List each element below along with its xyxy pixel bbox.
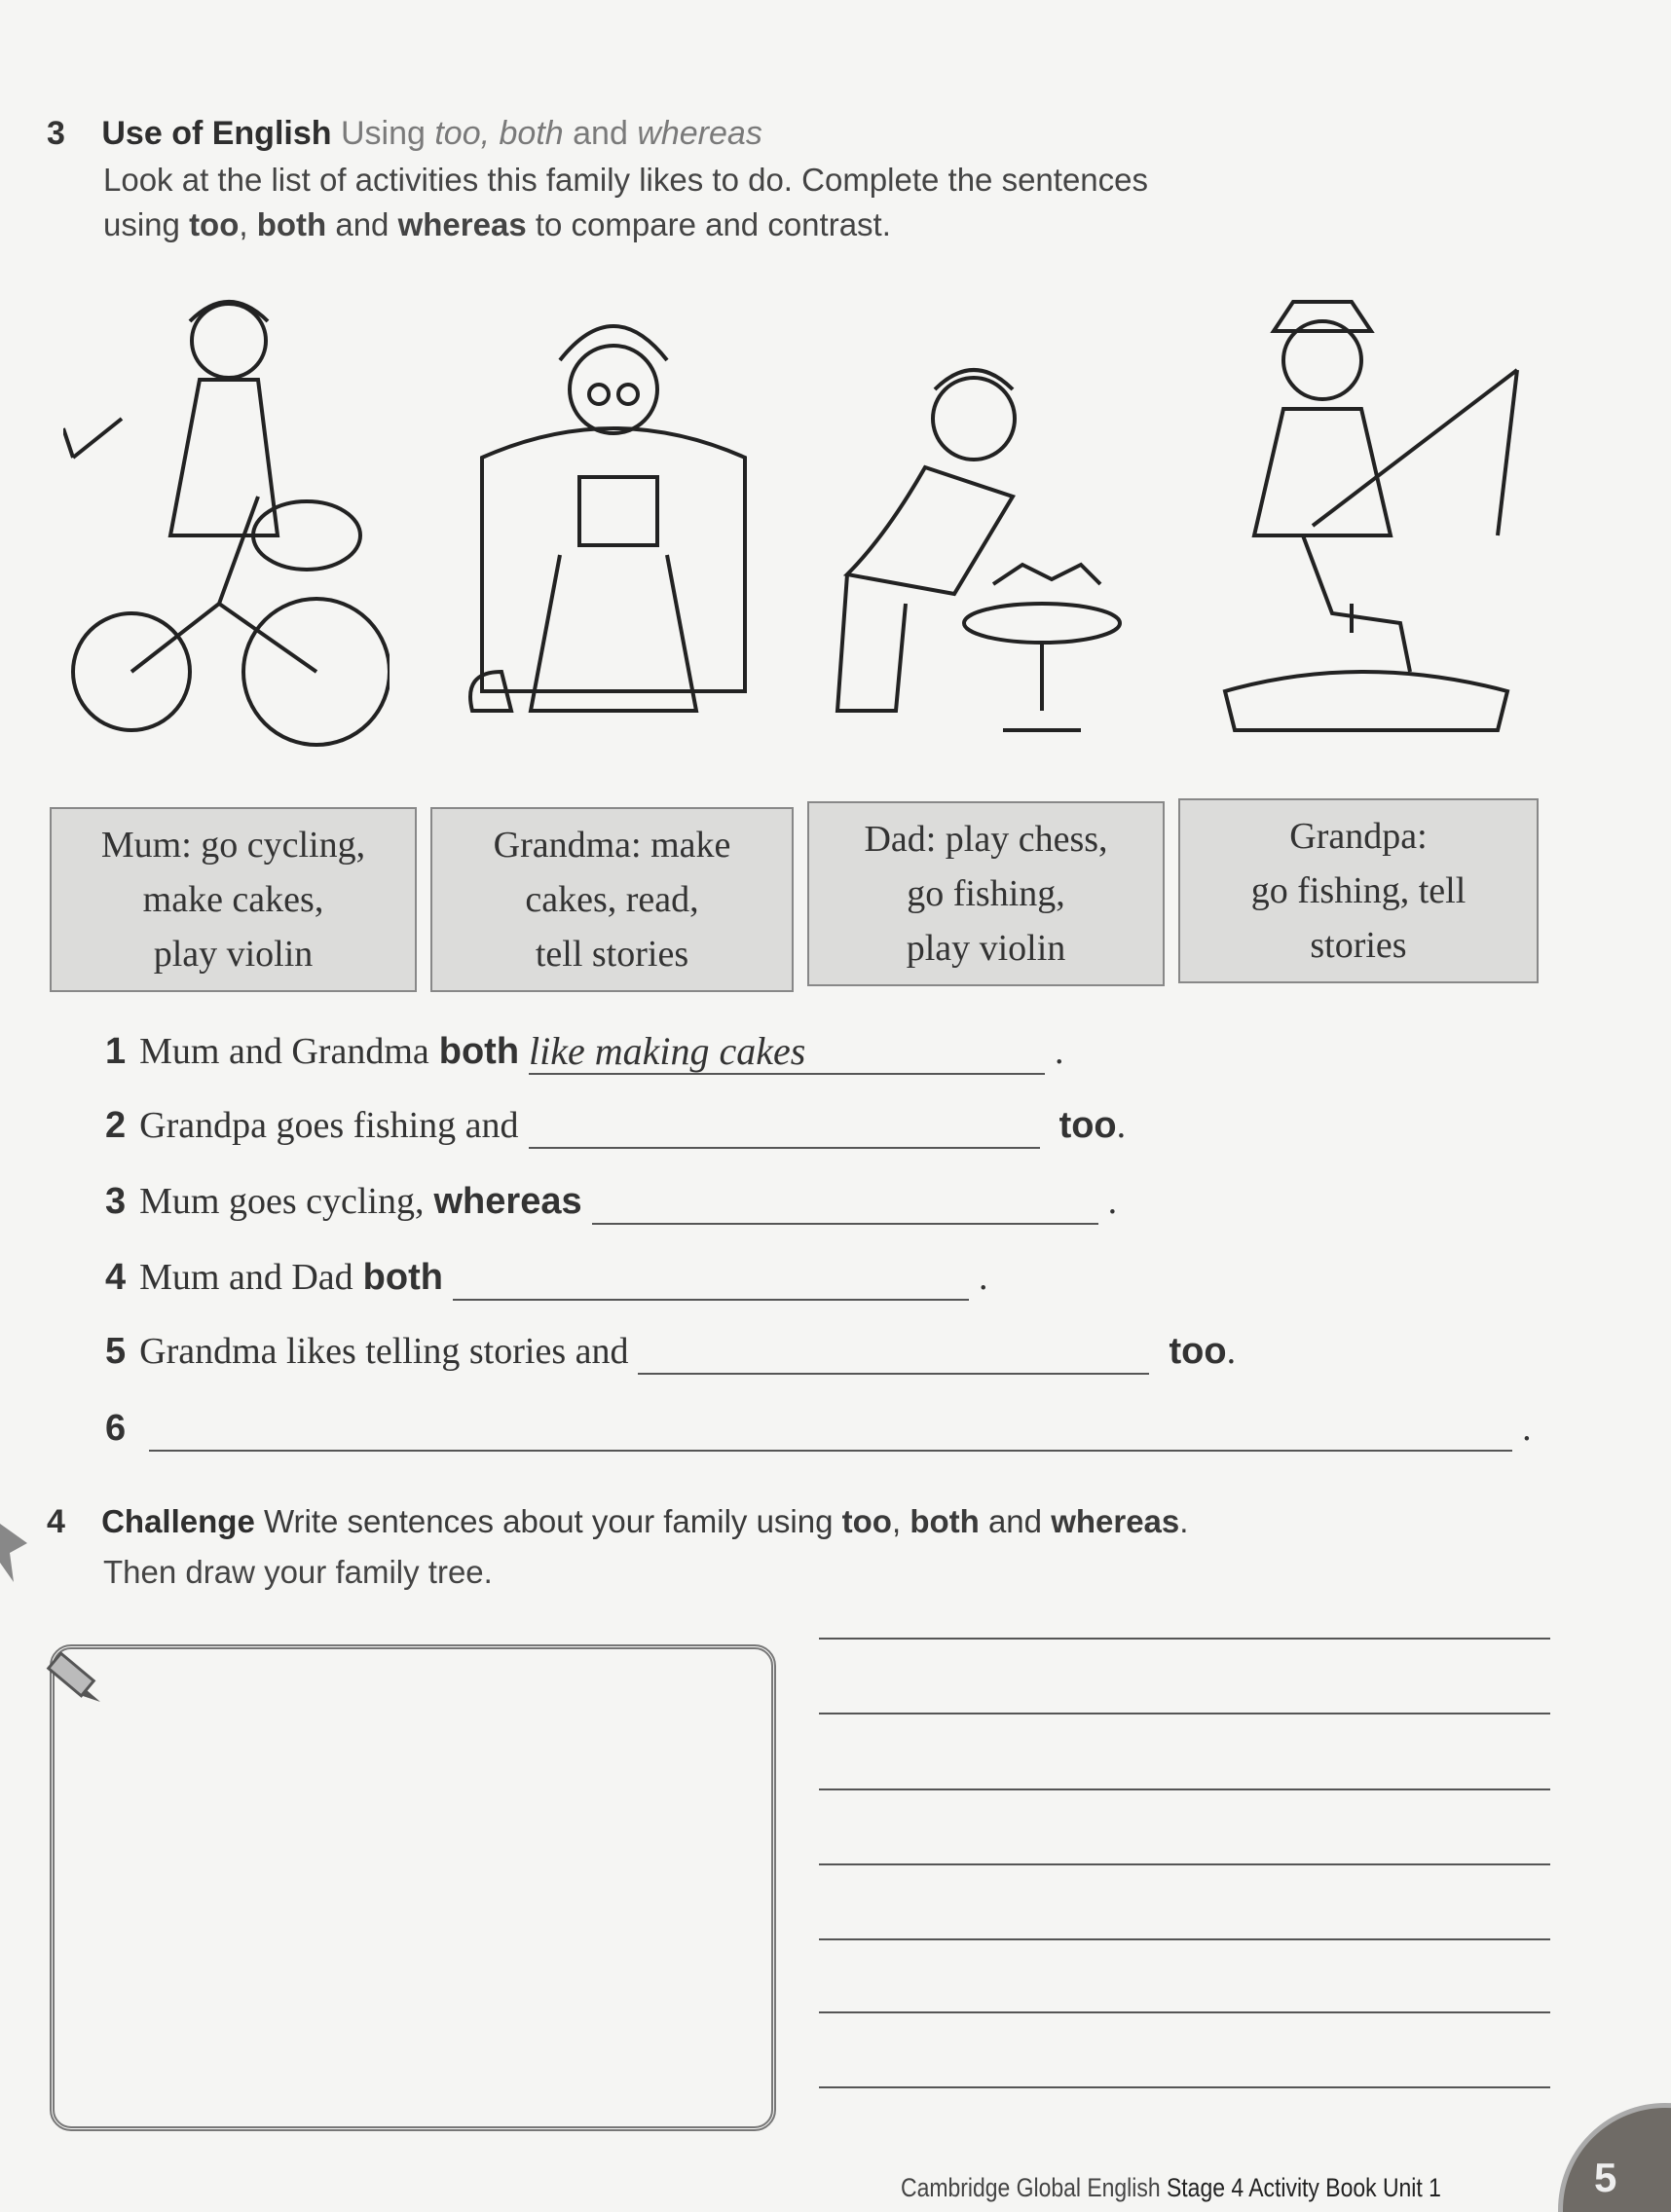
- sentence-number: 6: [105, 1408, 127, 1449]
- answer-blank[interactable]: [149, 1407, 1512, 1452]
- text: ,: [891, 1503, 910, 1539]
- sentence-text: Mum and Grandma: [139, 1031, 429, 1072]
- box-line: go fishing,: [907, 873, 1065, 914]
- answer-blank[interactable]: [638, 1330, 1149, 1375]
- box-line: play violin: [906, 928, 1066, 969]
- footer: [901, 2173, 1441, 2203]
- answer-blank[interactable]: [453, 1256, 969, 1301]
- box-line: cakes, read,: [525, 879, 699, 920]
- keyword-both: both: [910, 1503, 980, 1539]
- text: using: [103, 206, 190, 242]
- keyword: too: [1169, 1331, 1227, 1372]
- text: Write sentences about your family using: [254, 1503, 842, 1539]
- writing-line[interactable]: [819, 1788, 1550, 1790]
- period: .: [978, 1257, 988, 1298]
- writing-line[interactable]: [819, 2011, 1550, 2013]
- keyword: both: [362, 1257, 443, 1298]
- activity-box-dad: [807, 801, 1165, 986]
- exercise-title: Use of English: [101, 115, 332, 152]
- page-number: 5: [1594, 2155, 1617, 2200]
- mum-cycling-illustration: [63, 282, 390, 759]
- family-tree-drawing-area[interactable]: [50, 1644, 776, 2131]
- sentence-1: [105, 1028, 1064, 1075]
- subtitle: whereas: [637, 115, 762, 152]
- sentence-number: 5: [105, 1331, 127, 1372]
- activity-box-grandma: [430, 807, 794, 992]
- page-number-tab: [1558, 2103, 1671, 2212]
- writing-line[interactable]: [819, 1863, 1550, 1865]
- text: and: [326, 206, 398, 242]
- period: .: [1055, 1031, 1064, 1072]
- box-line: Dad: play chess,: [864, 819, 1108, 860]
- sentence-6: [105, 1405, 1532, 1452]
- instruction-line-2: [103, 206, 891, 243]
- sentence-text: Grandma likes telling stories and: [139, 1331, 629, 1372]
- exercise-3-heading: [47, 115, 762, 153]
- writing-line[interactable]: [819, 1938, 1550, 1940]
- footer-unit: Stage 4 Activity Book Unit 1: [1166, 2173, 1441, 2202]
- sentence-3: [105, 1178, 1117, 1225]
- text: and: [979, 1503, 1052, 1539]
- period: .: [1226, 1331, 1237, 1372]
- sentence-2: [105, 1102, 1126, 1149]
- dad-playing-chess-illustration: [828, 282, 1149, 759]
- grandpa-fishing-illustration: [1206, 282, 1527, 759]
- activity-box-grandpa: [1178, 798, 1539, 983]
- subtitle: and: [563, 115, 638, 152]
- box-line: make cakes,: [142, 879, 324, 920]
- exercise-4-line-2: Then draw your family tree.: [103, 1554, 493, 1590]
- grandma-reading-illustration: [443, 282, 784, 759]
- box-line: Grandpa:: [1289, 816, 1428, 857]
- star-icon: [0, 1519, 29, 1587]
- box-line: play violin: [153, 934, 314, 975]
- sentence-text: Mum and Dad: [139, 1257, 353, 1298]
- period: .: [1116, 1105, 1127, 1146]
- sentence-4: [105, 1254, 987, 1301]
- sentence-number: 2: [105, 1105, 127, 1146]
- keyword: whereas: [433, 1181, 582, 1222]
- exercise-title: Challenge: [101, 1503, 255, 1539]
- keyword: both: [438, 1031, 520, 1072]
- writing-line[interactable]: [819, 1638, 1550, 1640]
- period: .: [1107, 1181, 1118, 1222]
- answer-blank[interactable]: [529, 1104, 1040, 1149]
- sentence-number: 4: [105, 1257, 127, 1298]
- sentence-number: 1: [105, 1031, 127, 1072]
- sentence-5: [105, 1328, 1236, 1375]
- footer-book: Cambridge Global English: [901, 2173, 1167, 2202]
- answer-blank[interactable]: [592, 1180, 1098, 1225]
- keyword-whereas: whereas: [1051, 1503, 1180, 1539]
- instruction-line-1: Look at the list of activities this family likes to do. Complete the sentences: [103, 162, 1149, 198]
- sentence-number: 3: [105, 1181, 127, 1222]
- answer-blank[interactable]: like making cakes: [529, 1030, 1045, 1075]
- writing-line[interactable]: [819, 2086, 1550, 2088]
- box-line: Grandma: make: [493, 825, 731, 866]
- pencil-icon: [44, 1645, 106, 1708]
- keyword-too: too: [841, 1503, 892, 1539]
- subtitle: too, both: [434, 115, 564, 152]
- box-line: Mum: go cycling,: [100, 825, 366, 866]
- keyword-whereas: whereas: [397, 206, 527, 242]
- text: .: [1179, 1503, 1189, 1539]
- sentence-text: Grandpa goes fishing and: [139, 1105, 519, 1146]
- box-line: go fishing, tell: [1250, 870, 1467, 911]
- exercise-4-heading: [47, 1503, 1188, 1541]
- text: to compare and contrast.: [526, 206, 891, 242]
- subtitle: Using: [340, 115, 435, 152]
- box-line: stories: [1310, 925, 1407, 966]
- writing-line[interactable]: [819, 1713, 1550, 1714]
- box-line: tell stories: [535, 934, 689, 975]
- text: ,: [239, 206, 248, 242]
- sentence-text: Mum goes cycling,: [139, 1181, 425, 1222]
- exercise-number: 3: [47, 115, 65, 152]
- keyword-too: too: [189, 206, 240, 242]
- keyword-both: both: [256, 206, 327, 242]
- activity-box-mum: [50, 807, 417, 992]
- exercise-number: 4: [47, 1503, 65, 1540]
- keyword: too: [1058, 1105, 1117, 1146]
- period: .: [1522, 1408, 1532, 1449]
